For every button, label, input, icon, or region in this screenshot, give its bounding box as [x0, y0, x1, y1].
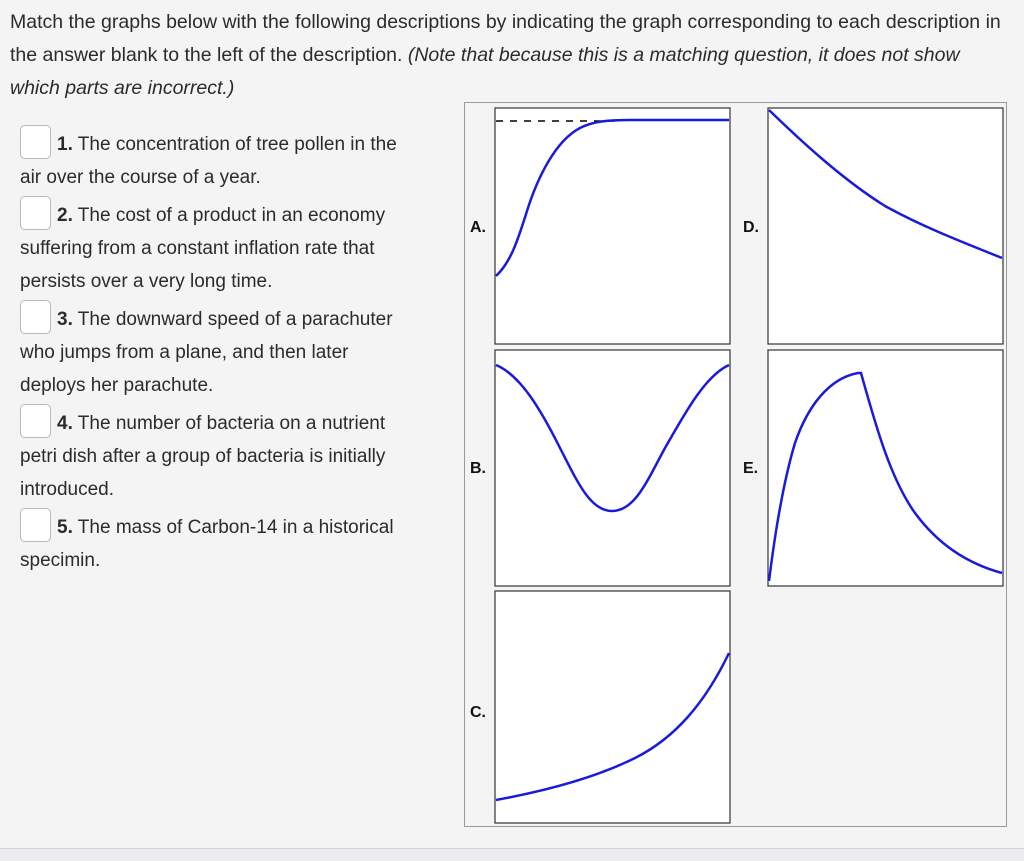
- graph-a: [470, 108, 730, 344]
- graph-b-label: B.: [470, 460, 486, 477]
- graph-e: [743, 350, 1003, 586]
- description-text: The downward speed of a parachuter who jumps from a plane, and then later deploys her parachute.: [20, 309, 393, 396]
- description-item-2: [20, 199, 400, 298]
- graph-a-frame: [495, 108, 730, 344]
- instructions: [10, 6, 1010, 105]
- answer-blank-1[interactable]: [20, 125, 51, 159]
- description-text: The mass of Carbon-14 in a historical specimin.: [20, 517, 394, 571]
- answer-blank-4[interactable]: [20, 404, 51, 438]
- description-text: The cost of a product in an economy suffering from a constant inflation rate that persists over a very long time.: [20, 205, 386, 292]
- answer-blank-3[interactable]: [20, 300, 51, 334]
- description-number: 3.: [57, 309, 73, 330]
- answer-blank-5[interactable]: [20, 508, 51, 542]
- graph-e-frame: [768, 350, 1003, 586]
- graph-panel-svg: [465, 103, 1008, 828]
- description-number: 2.: [57, 205, 73, 226]
- description-item-4: [20, 407, 400, 506]
- description-item-5: [20, 511, 400, 577]
- graph-c: [470, 591, 730, 823]
- instructions-note: (Note that because this is a matching question, it does not show which parts are incorrect.): [10, 44, 960, 99]
- graph-a-label: A.: [470, 219, 486, 236]
- description-list: [20, 128, 400, 582]
- graph-e-label: E.: [743, 460, 759, 477]
- description-item-3: [20, 303, 400, 402]
- answer-blank-2[interactable]: [20, 196, 51, 230]
- description-number: 5.: [57, 517, 73, 538]
- bottom-bar: [0, 848, 1024, 861]
- instructions-text: Match the graphs below with the following descriptions by indicating the graph corresponding to each description in the answer blank to the left of the description.: [10, 11, 1001, 66]
- graph-d: [743, 108, 1003, 344]
- description-item-1: [20, 128, 400, 194]
- graph-c-label: C.: [470, 704, 486, 721]
- description-number: 1.: [57, 134, 73, 155]
- graph-d-label: D.: [743, 219, 759, 236]
- description-text: The number of bacteria on a nutrient petri dish after a group of bacteria is initially introduced.: [20, 413, 386, 500]
- description-number: 4.: [57, 413, 73, 434]
- description-text: The concentration of tree pollen in the air over the course of a year.: [20, 134, 397, 188]
- graph-b: [470, 350, 730, 586]
- graph-panel: [464, 102, 1007, 827]
- graph-b-frame: [495, 350, 730, 586]
